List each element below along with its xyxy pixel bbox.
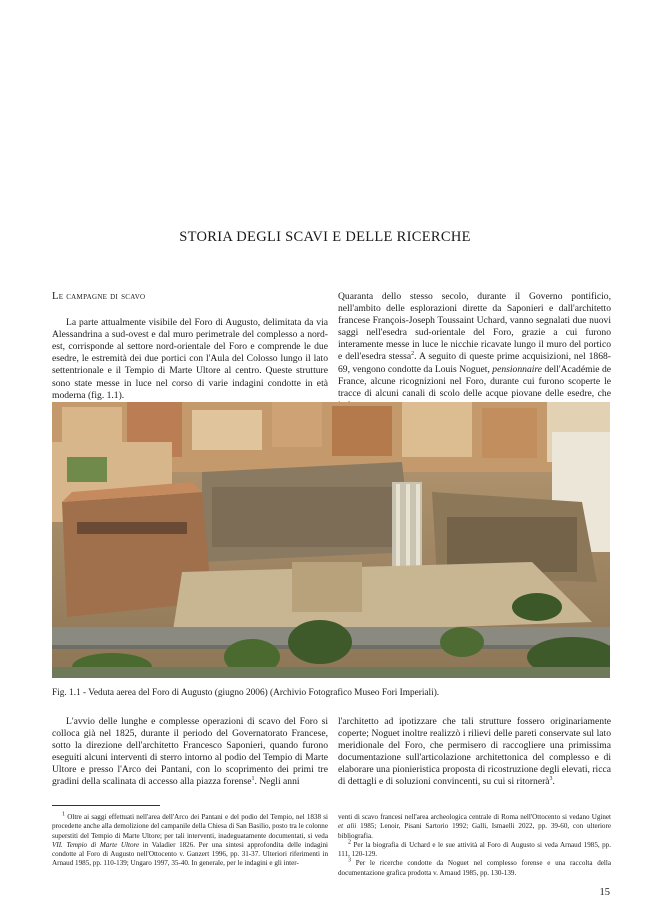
footnote-rule: [52, 805, 160, 806]
figure-caption: Fig. 1.1 - Veduta aerea del Foro di Augusto (giugno 2006) (Archivio Fotografico Museo Fori Imperiali).: [52, 688, 440, 698]
footnote-ref: 2: [411, 351, 415, 358]
text-column-left-top: [52, 291, 328, 402]
body-paragraph: La parte attualmente visibile del Foro di Augusto, delimitata da via Alessandrina a sud-ovest e dal muro perimetrale del complesso a nord-est, corrisponde al settore nord-orientale del Foro e comprende le due esedre, le estremità dei due portici con l'Aula del Colosso lungo il lato settentrionale e il Tempio di Marte Ultore al centro. Queste strutture sono state messe in luce nel corso di varie indagini condotte in età moderna (fig. 1.1).: [52, 317, 328, 401]
footnotes-left: [52, 813, 328, 869]
figure-photo: [52, 402, 610, 678]
section-heading: Le campagne di scavo: [52, 291, 146, 302]
body-paragraph-continued: Quaranta dello stesso secolo, durante il Governo pontificio, nell'ambito delle esplorazioni dirette da Saponieri e dall'architetto francese François-Joseph Toussaint Uchard, vanno segnalati due nuovi saggi nell'esedra sud-orientale del Foro, grazie a cui furono interamente messe in luce le nicchie ricavate lungo il muro del portico e dell'esedra stessa$^2$. A seguito di queste prime acquisizioni, nel 1868-69, vengono condotte da Louis Noguet, pensionnaire dell'Académie de France, alcune ricognizioni nel Foro, durante cui furono scoperte le tracce di alcuni canali di scolo delle acque piovane delle esedre, che: [338, 291, 611, 399]
aerial-view-image: [52, 402, 610, 678]
footnote-ref: 1: [251, 776, 255, 783]
text-column-left-bottom: [52, 716, 328, 789]
footnote-ref: 3: [549, 776, 553, 783]
text-column-right-top: [338, 291, 611, 412]
body-paragraph-continued: l'architetto ad ipotizzare che tali strutture fossero originariamente coperte; Noguet inoltre realizzò i rilievi delle pareti conservate sul lato meridionale del Foro, che permisero di raccogliere una primissima documentazione sull'articolazione architettonica del complesso e di elaborare una pionieristica proposta di ricostruzione degli elevati, ricca di dettagli e di soluzioni convincenti, su cui si ritornerà$^3$.: [338, 716, 611, 788]
footnote-3: $^3$ Per le ricerche condotte da Noguet nel complesso forense e una raccolta della documentazione grafica prodotta v. Arnaud 1985, pp. 130-139.: [338, 858, 611, 877]
chapter-title: STORIA DEGLI SCAVI E DELLE RICERCHE: [179, 229, 471, 245]
footnotes-right: [338, 813, 611, 878]
footnote-2: $^2$ Per la biografia di Uchard e le sue attività al Foro di Augusto si veda Arnaud 1985, pp. 111, 120-129.: [338, 839, 611, 859]
text-column-right-bottom: [338, 716, 611, 789]
footnote-1: $^1$ Oltre ai saggi effettuati nell'area dell'Arco dei Pantani e del podio del Tempio, nel 1838 si procedette anche alla demolizione del campanile della Chiesa di San Basilio, posto tra le colonne superstiti del Tempio di Marte Ultore; per tali interventi, inadeguatamente documentati, si veda VII. Tempio di Marte Ultore in Valadier 1826. Per una sintesi approfondita delle indagini condotte al Foro di Augusto nell'Ottocento v. Ganzert 1996, pp. 31-37. Ulteriori riferimenti in Arnaud 1985, pp. 110-139; Ungaro 1997, 35-40. In generale, per le indagini e gli inter-: [52, 811, 328, 868]
footnote-1-continued: venti di scavo francesi nell'area archeologica centrale di Roma nell'Ottocento si vedano Uginet et alii 1985; Lenoir, Pisani Sartorio 1992; Galli, Ismaelli 2022, pp. 39-60, con ulteriore bibliografia.: [338, 813, 611, 840]
body-paragraph: L'avvio delle lunghe e complesse operazioni di scavo del Foro si colloca già nel 1825, durante il periodo del Governatorato Francese, sotto la direzione dell'architetto Francesco Saponieri, quando furono eseguiti alcuni interventi di sterro intorno al podio del Tempio di Marte Ultore e presso l'Arco dei Pantani, con lo scoprimento dei primi tre gradini della scalinata di accesso alla piazza forense$^1$. Negli anni: [52, 716, 328, 788]
page-number: 15: [599, 887, 610, 898]
